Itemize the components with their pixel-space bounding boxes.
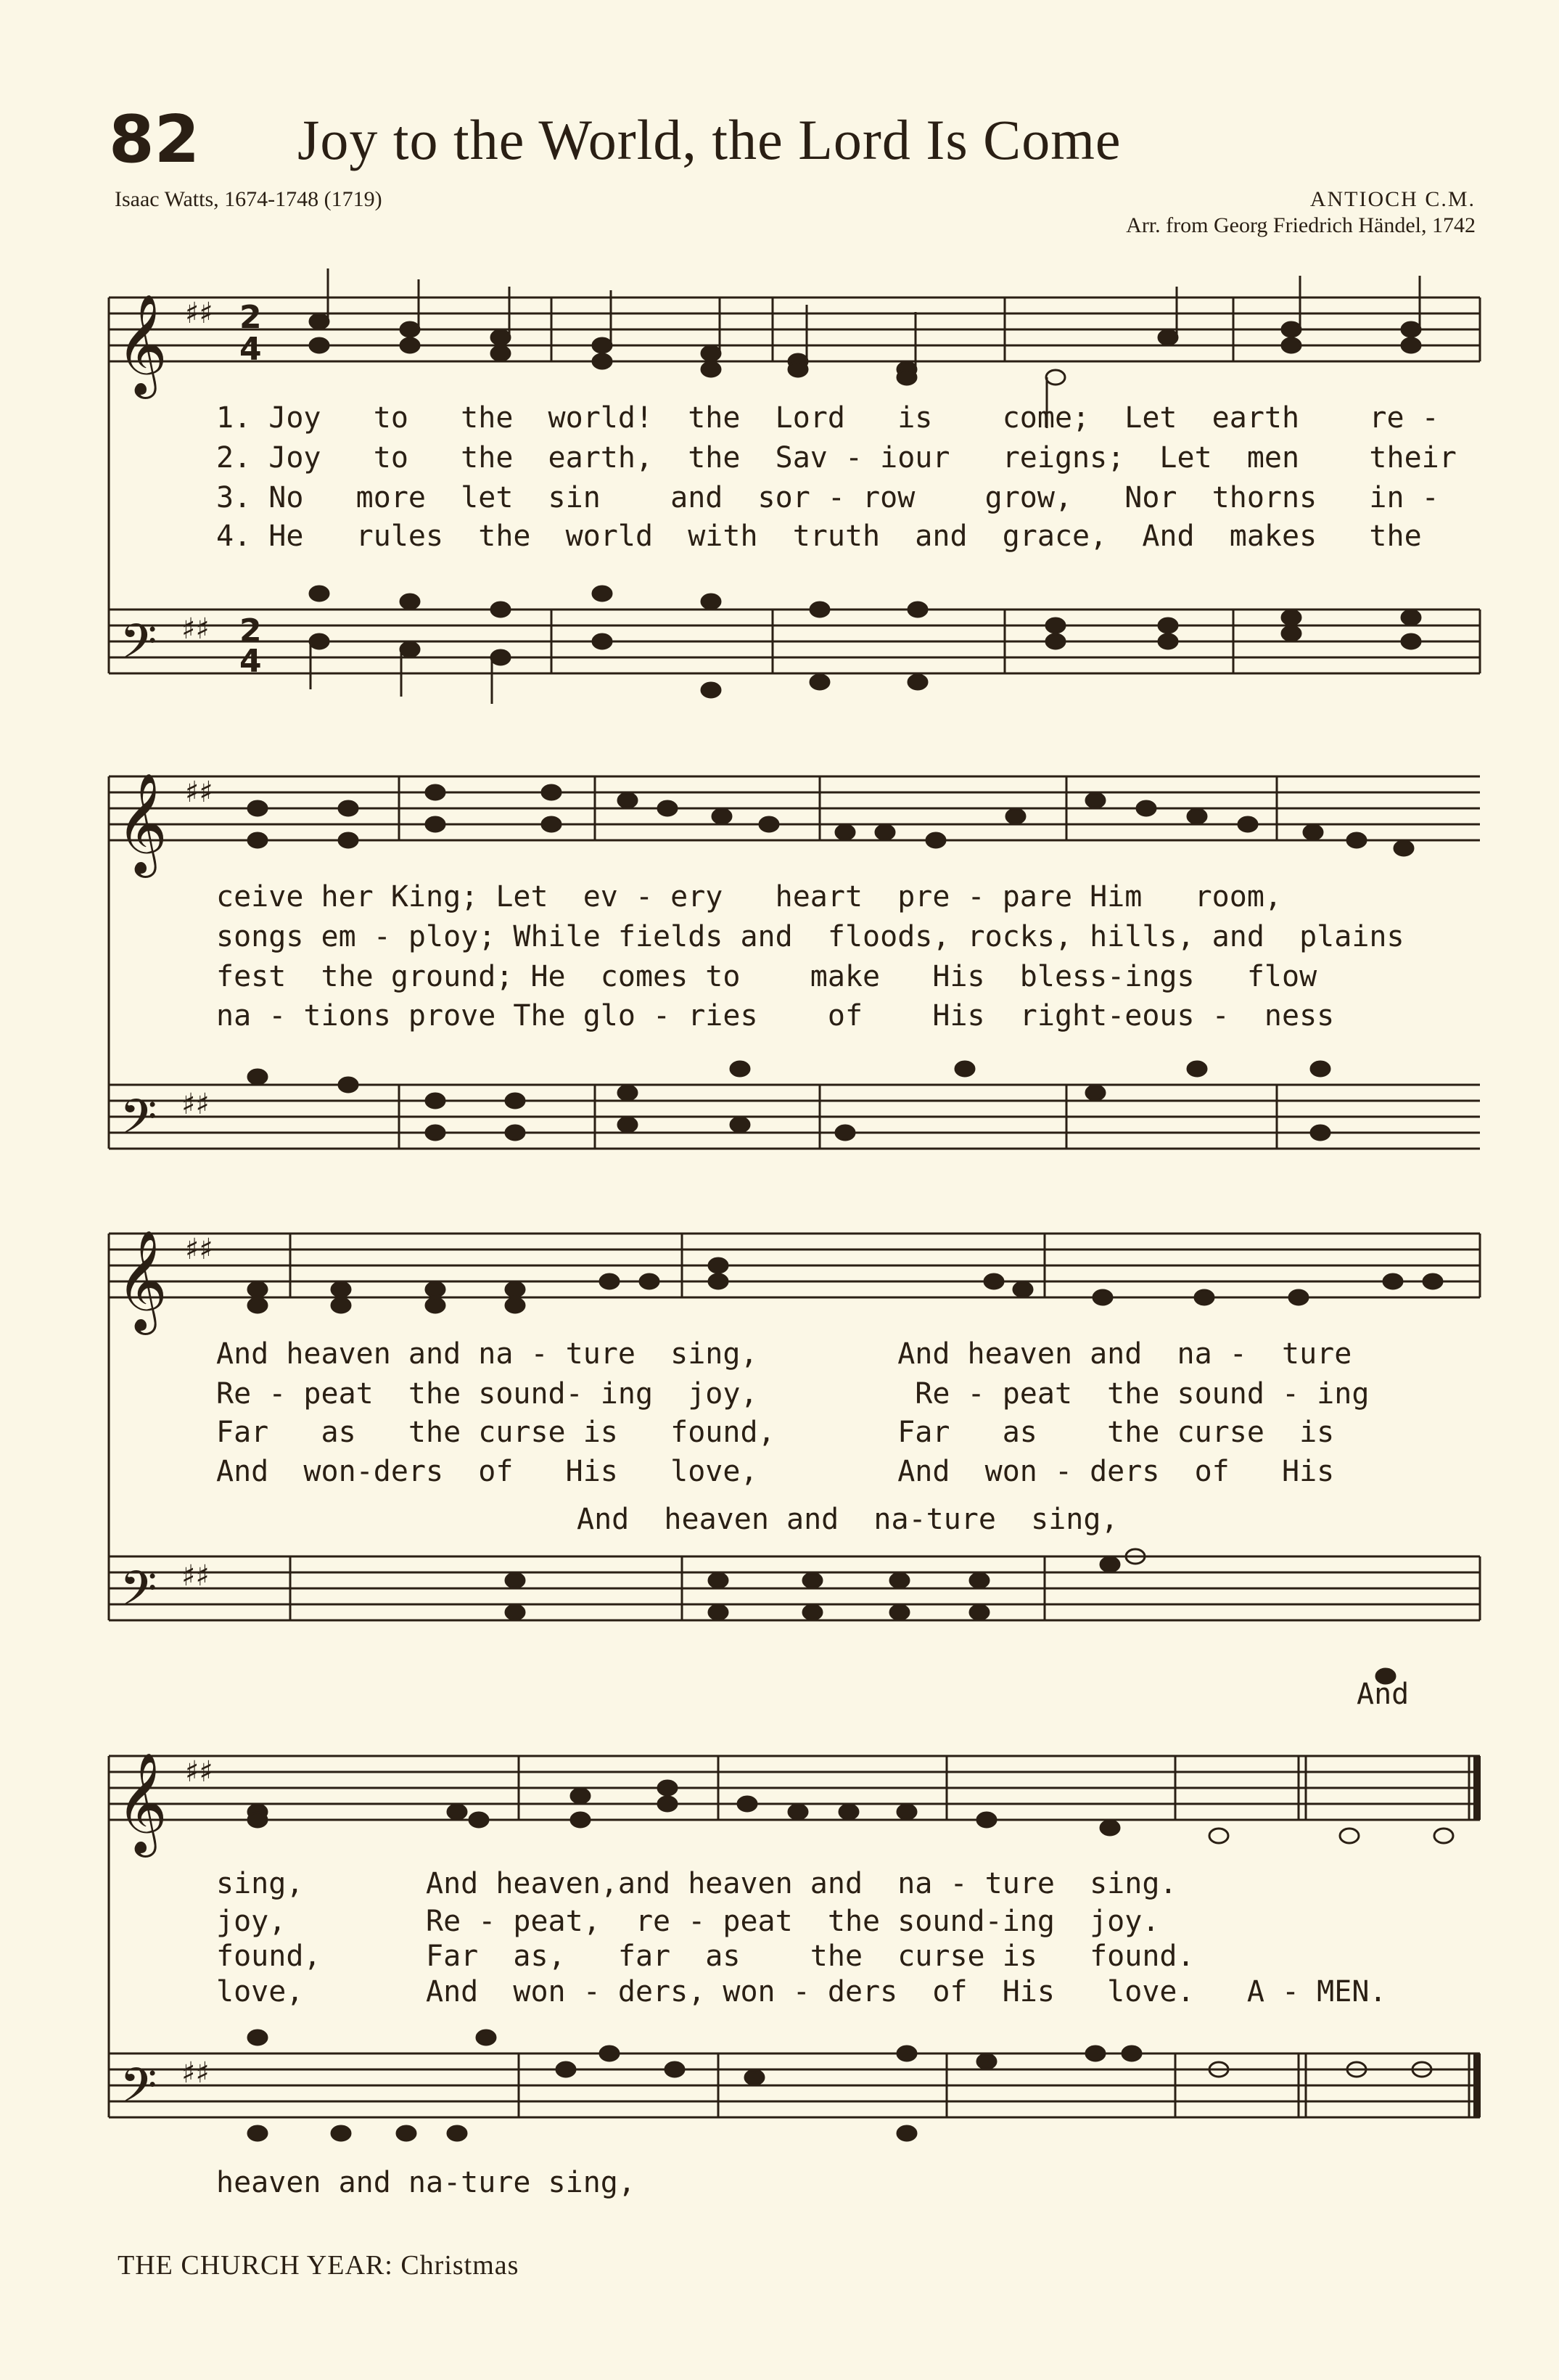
svg-text:𝄢: 𝄢: [120, 1089, 157, 1157]
hymn-title: Joy to the World, the Lord Is Come: [297, 108, 1122, 171]
category-footer: THE CHURCH YEAR: Christmas: [118, 2250, 519, 2281]
system4-bass-text: heaven and na-ture sing,: [216, 2166, 635, 2199]
system3-verse3: Far as the curse is found, Far as the curse is: [216, 1416, 1335, 1449]
arrangement-credit: Arr. from Georg Friedrich Händel, 1742: [1126, 213, 1476, 237]
system3-bass-and: And: [1357, 1678, 1410, 1711]
system3-bass-staff: [109, 1556, 1480, 1620]
system4-verse1: sing, And heaven,and heaven and na - ture sing.: [216, 1867, 1177, 1900]
system2-bass-staff: [109, 1085, 1480, 1149]
system1-verse1: 1. Joy to the world! the Lord is come; Let earth re -: [216, 401, 1439, 435]
key-sharp-icon: ♯♯: [185, 297, 213, 330]
system2-verse4: na - tions prove The glo - ries of His right-eous - ness: [216, 999, 1335, 1033]
svg-text:♯♯: ♯♯: [181, 2056, 210, 2090]
svg-text:♯♯: ♯♯: [185, 776, 213, 809]
svg-text:♯♯: ♯♯: [185, 1233, 213, 1266]
system2-verse3: fest the ground; He comes to make His bless-ings flow: [216, 960, 1317, 993]
svg-text:𝄢: 𝄢: [120, 1561, 157, 1628]
tune-name: ANTIOCH C.M.: [1309, 187, 1476, 211]
system3-verse4: And won-ders of His love, And won - ders of His: [216, 1455, 1335, 1488]
system4-verse2: joy, Re - peat, re - peat the sound-ing joy.: [216, 1905, 1160, 1938]
system4-bass-staff: [109, 2053, 1480, 2117]
system1-verse4: 4. He rules the world with truth and grace, And makes the: [216, 520, 1422, 553]
svg-text:4: 4: [239, 643, 262, 680]
system3-verse1: And heaven and na - ture sing, And heaven and na - ture: [216, 1337, 1352, 1371]
svg-text:𝄞: 𝄞: [116, 1230, 168, 1331]
svg-text:𝄞: 𝄞: [116, 773, 168, 874]
svg-text:2: 2: [239, 612, 262, 649]
treble-clef-icon: 𝄞: [116, 294, 168, 395]
svg-text:𝄞: 𝄞: [116, 1752, 168, 1853]
svg-text:♯♯: ♯♯: [181, 1088, 210, 1121]
system3-treble-staff: [109, 1234, 1480, 1297]
system3-bass-text: And heaven and na-ture sing,: [577, 1503, 1119, 1536]
author-credit: Isaac Watts, 1674-1748 (1719): [115, 187, 382, 211]
svg-text:♯♯: ♯♯: [185, 1755, 213, 1789]
system2-treble-staff: [109, 776, 1480, 840]
bass-clef-icon: 𝄢: [120, 614, 157, 681]
system1-verse3: 3. No more let sin and sor - row grow, Nor thorns in -: [216, 481, 1439, 514]
time-sig-bottom: 4: [239, 331, 262, 368]
svg-text:𝄢: 𝄢: [120, 2058, 157, 2125]
system2-verse2: songs em - ploy; While fields and floods, rocks, hills, and plains: [216, 920, 1404, 953]
key-sharp-icon: ♯♯: [181, 612, 210, 646]
system2-verse1: ceive her King; Let ev - ery heart pre - pare Him room,: [216, 880, 1283, 914]
system4-verse3: found, Far as, far as the curse is found.: [216, 1940, 1195, 1973]
system1-verse2: 2. Joy to the earth, the Sav - iour reigns; Let men their: [216, 441, 1457, 475]
time-sig-top: 2: [239, 299, 262, 336]
system3-verse2: Re - peat the sound- ing joy, Re - peat the sound - ing: [216, 1377, 1370, 1411]
svg-text:♯♯: ♯♯: [181, 1559, 210, 1593]
hymn-number: 82: [109, 102, 200, 178]
system4-verse4: love, And won - ders, won - ders of His love. A - MEN.: [216, 1975, 1387, 2008]
